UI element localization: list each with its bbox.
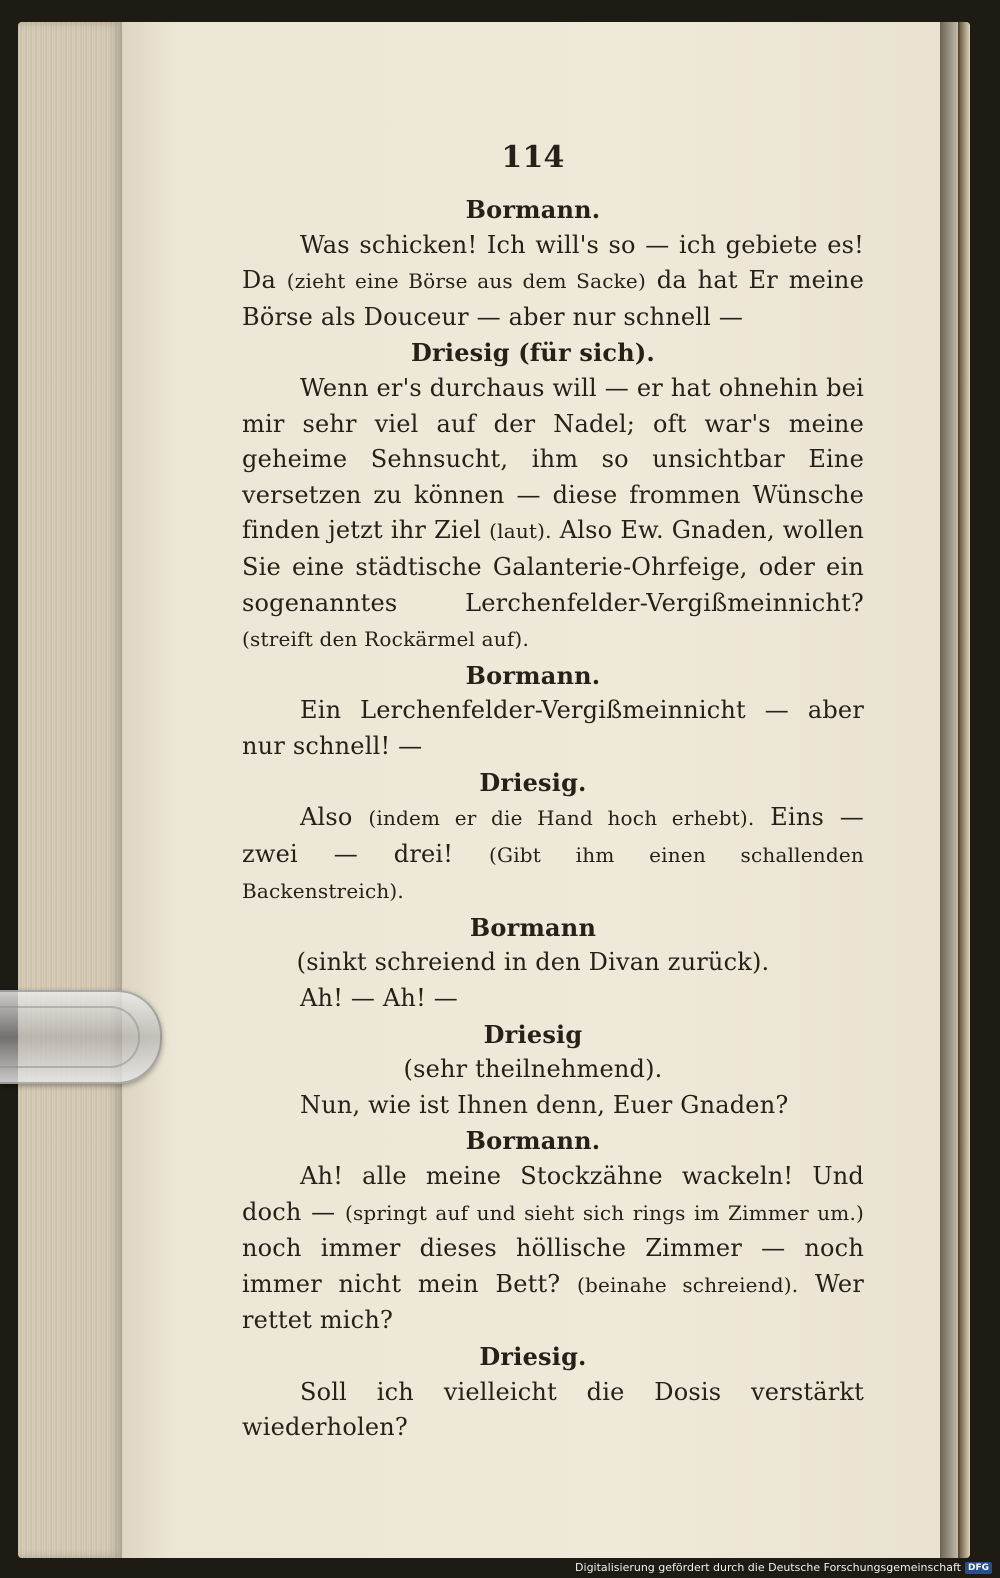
page-text	[242, 138, 864, 1446]
speaker-name: Driesig	[483, 1019, 583, 1049]
spine-shadow	[940, 22, 960, 1558]
dialogue-text: Ein Lerchenfelder-Vergißmeinnicht — aber nur schnell! —	[242, 696, 864, 760]
stage-direction-line: (sinkt schreiend in den Divan zurück).	[296, 948, 770, 977]
digitization-footer	[575, 1561, 992, 1574]
speaker-name: Driesig.	[479, 1342, 587, 1371]
footer-text: Digitalisierung gefördert durch die Deutsche Forschungsgemeinschaft	[575, 1561, 961, 1574]
page-clip	[0, 990, 162, 1084]
dialogue-text: Soll ich vielleicht die Dosis verstärkt wiederholen?	[242, 1377, 864, 1442]
stage-direction: (indem er die Hand hoch erhebt).	[368, 806, 755, 831]
dialogue-paragraph	[242, 981, 864, 1017]
dialogue-text: Was schicken! Ich will's so — ich gebiete es! Da	[242, 230, 864, 295]
dialogue-text: Wer rettet mich?	[242, 1269, 864, 1335]
dialogue-text: Eins — zwei — drei!	[242, 803, 864, 868]
dialogue-paragraph	[242, 693, 864, 764]
stage-direction: (beinahe schreiend).	[577, 1272, 799, 1297]
dialogue-text: Ah! alle meine Stockzähne wackeln! Und doch —	[242, 1162, 864, 1226]
dialogue-text: Nun, wie ist Ihnen denn, Euer Gnaden?	[300, 1090, 789, 1119]
stage-direction-line: (sehr theilnehmend).	[403, 1055, 663, 1084]
dialogue-text: da hat Er meine Börse als Douceur — aber nur schnell —	[242, 266, 864, 331]
dialogue-text: Also Ew. Gnaden, wollen Sie eine städtische Galanterie-Ohrfeige, oder ein sogenanntes Lerchenfelder-Vergißmeinnicht?	[242, 516, 865, 617]
dfg-logo-icon: DFG	[965, 1562, 992, 1574]
page-edge	[18, 22, 122, 1558]
dialogue-paragraph	[242, 228, 864, 336]
speaker-name: Driesig.	[479, 767, 587, 797]
speaker-name: Bormann	[469, 912, 597, 942]
speaker-name: Bormann.	[465, 660, 601, 690]
speaker-name: Bormann.	[465, 1126, 601, 1156]
dialogue-paragraph	[242, 1159, 864, 1339]
stage-direction: (laut).	[489, 519, 552, 544]
stage-direction: (zieht eine Börse aus dem Sacke)	[286, 269, 646, 294]
page-number: 114	[501, 140, 565, 175]
stage-direction: (Gibt ihm einen schallenden Backenstreich).	[242, 842, 864, 904]
dialogue-text: Also	[300, 803, 369, 832]
dialogue-paragraph	[242, 1088, 864, 1124]
dialogue-paragraph	[242, 1375, 864, 1446]
dialogue-paragraph	[242, 800, 864, 910]
stage-direction: (streift den Rockärmel auf).	[242, 627, 529, 652]
speaker-name: Bormann.	[465, 195, 601, 224]
dialogue-text: Ah! — Ah! —	[300, 984, 458, 1013]
stage-direction: (springt auf und sieht sich rings im Zimmer um.)	[344, 1200, 864, 1225]
page-clip-inner	[0, 1006, 140, 1068]
dialogue-text: noch immer dieses höllische Zimmer — noch immer nicht mein Bett?	[242, 1234, 864, 1298]
dialogue-text: Wenn er's durchaus will — er hat ohnehin bei mir sehr viel auf der Nadel; oft war's meine geheime Sehnsucht, ihm so unsichtbar Eine versetzen zu können — diese frommen Wünsche finden jetzt ihr Ziel	[242, 373, 864, 545]
dialogue-paragraph	[242, 371, 864, 658]
speaker-name: Driesig (für sich).	[411, 338, 655, 368]
